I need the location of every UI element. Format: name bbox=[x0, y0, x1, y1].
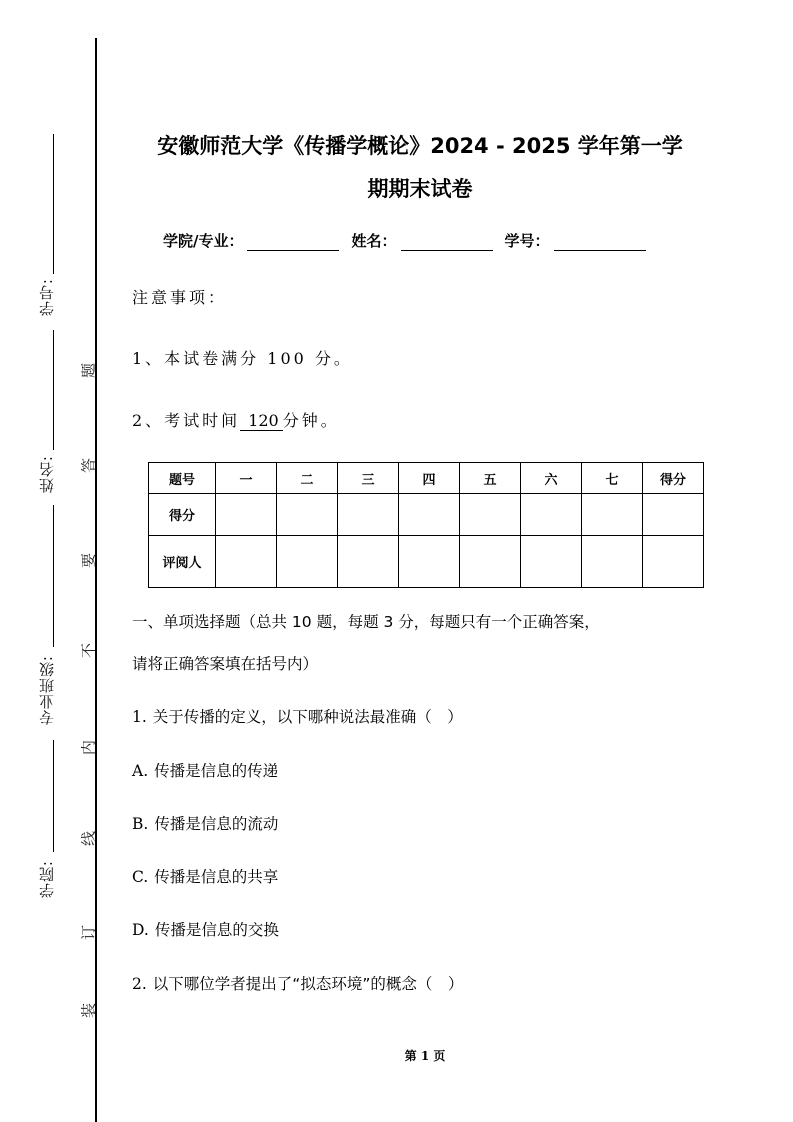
grader-cell[interactable] bbox=[338, 536, 399, 588]
notice-item-2 bbox=[132, 408, 340, 431]
seal-char: 订 bbox=[79, 925, 98, 941]
section-1-title-line2: 请将正确答案填在括号内） bbox=[132, 655, 319, 673]
header-cell: 二 bbox=[277, 463, 338, 494]
header-cell: 得分 bbox=[643, 463, 704, 494]
score-row bbox=[149, 494, 704, 536]
option-key: D. bbox=[132, 921, 149, 939]
seal-char: 要 bbox=[79, 553, 98, 569]
notice-item-1: 1、本试卷满分 100 分。 bbox=[132, 349, 353, 368]
score-cell[interactable] bbox=[582, 494, 643, 536]
question-number: 1. bbox=[132, 708, 147, 726]
grader-row bbox=[149, 536, 704, 588]
header-cell: 五 bbox=[460, 463, 521, 494]
header-cell: 题号 bbox=[149, 463, 216, 494]
grader-cell[interactable] bbox=[521, 536, 582, 588]
grader-cell[interactable] bbox=[460, 536, 521, 588]
option-text: 传播是信息的交换 bbox=[154, 921, 279, 939]
question-1-option-b bbox=[132, 812, 278, 834]
margin-college-label: 学院: bbox=[38, 860, 56, 899]
header-cell: 七 bbox=[582, 463, 643, 494]
page-number: 第 1 页 bbox=[404, 1049, 446, 1063]
name-blank[interactable] bbox=[401, 234, 493, 251]
grader-cell[interactable] bbox=[582, 536, 643, 588]
name-label: 姓名： bbox=[351, 232, 397, 250]
score-cell[interactable] bbox=[216, 494, 277, 536]
notice-heading: 注意事项： bbox=[132, 288, 228, 307]
option-key: C. bbox=[132, 868, 149, 886]
header-cell: 一 bbox=[216, 463, 277, 494]
student-id-rule-bottom bbox=[53, 330, 54, 450]
grader-cell[interactable] bbox=[643, 536, 704, 588]
exam-title-line2: 期期末试卷 bbox=[367, 177, 473, 201]
option-text: 传播是信息的流动 bbox=[154, 815, 279, 833]
question-text: 关于传播的定义，以下哪种说法最准确（ ） bbox=[152, 708, 463, 726]
seal-char: 题 bbox=[79, 363, 98, 379]
seal-char: 线 bbox=[79, 831, 98, 847]
seal-char: 内 bbox=[79, 740, 98, 756]
question-2 bbox=[132, 972, 463, 994]
notice-item-2-suffix: 分钟。 bbox=[282, 411, 340, 430]
student-id-rule-top bbox=[53, 134, 54, 274]
option-text: 传播是信息的共享 bbox=[154, 868, 279, 886]
margin-name-label: 姓名: bbox=[38, 455, 56, 494]
option-key: B. bbox=[132, 815, 149, 833]
option-text: 传播是信息的传递 bbox=[154, 762, 279, 780]
seal-char: 装 bbox=[79, 1003, 98, 1019]
seal-char: 答 bbox=[79, 458, 98, 474]
exam-title-line1: 安徽师范大学《传播学概论》2024 - 2025 学年第一学 bbox=[157, 134, 683, 158]
question-1-option-c bbox=[132, 865, 278, 887]
section-1-title-line1: 一、单项选择题（总共 10 题，每题 3 分，每题只有一个正确答案， bbox=[132, 613, 600, 631]
margin-student-id-label: 学号: bbox=[38, 278, 56, 317]
header-cell: 三 bbox=[338, 463, 399, 494]
grader-cell[interactable] bbox=[399, 536, 460, 588]
score-table-header-row bbox=[149, 463, 704, 494]
row-label: 得分 bbox=[149, 494, 216, 536]
row-label: 评阅人 bbox=[149, 536, 216, 588]
header-cell: 六 bbox=[521, 463, 582, 494]
student-info-row bbox=[163, 230, 658, 251]
header-cell: 四 bbox=[399, 463, 460, 494]
margin-class-label: 专业班级: bbox=[38, 655, 56, 726]
score-cell[interactable] bbox=[521, 494, 582, 536]
score-table bbox=[148, 462, 704, 588]
score-cell[interactable] bbox=[277, 494, 338, 536]
question-1-option-a bbox=[132, 759, 278, 781]
name-rule-bottom bbox=[53, 505, 54, 647]
college-major-blank[interactable] bbox=[247, 234, 339, 251]
grader-cell[interactable] bbox=[277, 536, 338, 588]
score-cell[interactable] bbox=[643, 494, 704, 536]
score-cell[interactable] bbox=[338, 494, 399, 536]
question-number: 2. bbox=[132, 975, 147, 993]
binding-line bbox=[95, 38, 97, 1122]
notice-item-2-prefix: 2、考试时间 bbox=[132, 411, 241, 430]
score-cell[interactable] bbox=[399, 494, 460, 536]
class-rule-bottom bbox=[53, 740, 54, 852]
student-id-blank[interactable] bbox=[554, 234, 646, 251]
student-id-label: 学号： bbox=[504, 232, 550, 250]
question-1-option-d bbox=[132, 918, 279, 940]
option-key: A. bbox=[132, 762, 149, 780]
grader-cell[interactable] bbox=[216, 536, 277, 588]
seal-char: 不 bbox=[79, 643, 98, 659]
college-major-label: 学院/专业： bbox=[163, 232, 244, 250]
question-1 bbox=[132, 705, 463, 727]
score-cell[interactable] bbox=[460, 494, 521, 536]
exam-duration-value: 120 bbox=[240, 411, 283, 431]
question-text: 以下哪位学者提出了“拟态环境”的概念（ ） bbox=[152, 975, 464, 993]
